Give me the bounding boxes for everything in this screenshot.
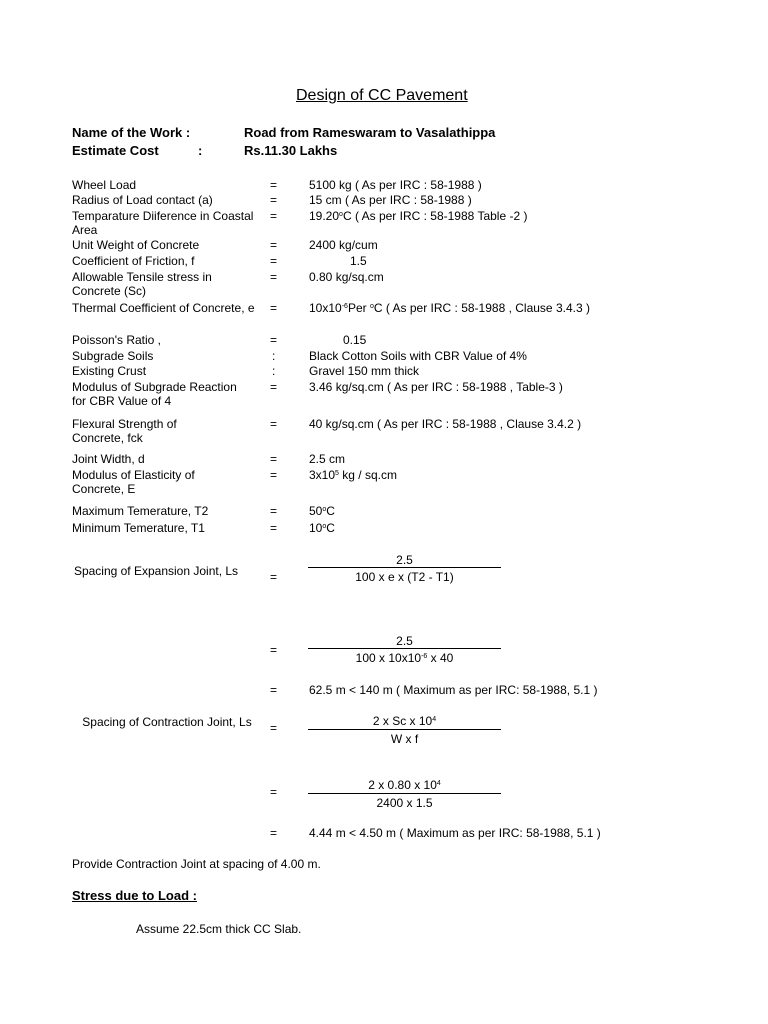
param-value: 0.80 kg/sq.cm: [309, 270, 384, 284]
fraction-denominator: 100 x $10x10^{-6}$ x 40: [355, 651, 454, 665]
param-value: 19.20$^o$C ( As per IRC : 58-1988 Table -2 ): [309, 209, 528, 223]
contraction-result: 4.44 m < 4.50 m ( Maximum as per IRC: 58-1988, 5.1 ): [309, 826, 601, 840]
estimate-cost-label: Estimate Cost: [72, 143, 159, 158]
equals-sign: =: [270, 826, 278, 840]
param-label: Flexural Strength of Concrete, fck: [72, 417, 177, 445]
param-value: 2400 kg/cum: [309, 238, 378, 252]
param-label: Thermal Coefficient of Concrete, e: [72, 301, 255, 315]
param-value: 0.15: [343, 333, 367, 347]
param-label: Existing Crust: [72, 364, 147, 378]
param-sep: =: [270, 209, 278, 223]
param-value: 5100 kg ( As per IRC : 58-1988 ): [309, 178, 482, 192]
param-sep: =: [270, 178, 278, 192]
param-sep: =: [270, 254, 278, 268]
param-label: Subgrade Soils: [72, 349, 154, 363]
param-sep: =: [270, 452, 278, 466]
param-label: Joint Width, d: [72, 452, 145, 466]
fraction-line: [308, 567, 501, 568]
equals-sign: =: [270, 643, 278, 657]
param-sep: =: [270, 504, 278, 518]
param-sep: =: [270, 193, 278, 207]
param-value: 50$^o$C: [309, 504, 335, 518]
equals-sign: =: [270, 785, 278, 799]
fraction-line: [308, 648, 501, 649]
param-label: Modulus of Subgrade Reaction for CBR Value of 4: [72, 380, 237, 408]
fraction-numerator: 2 x Sc x $10^4$: [372, 714, 437, 728]
expansion-joint-label: Spacing of Expansion Joint, Ls: [73, 564, 239, 578]
param-label: Modulus of Elasticity of Concrete, E: [72, 468, 195, 496]
fraction-numerator: 2.5: [396, 634, 413, 648]
fraction-numerator: 2.5: [396, 553, 413, 567]
equals-sign: =: [270, 683, 278, 697]
estimate-cost-colon: :: [198, 143, 203, 158]
param-label: Temparature Diiference in Coastal Area: [72, 209, 254, 237]
param-value: 10$^o$C: [309, 521, 335, 535]
param-sep: =: [270, 270, 278, 284]
param-value: Gravel 150 mm thick: [309, 364, 420, 378]
page-title: Design of CC Pavement: [296, 87, 468, 104]
work-name-label: Name of the Work :: [72, 125, 191, 140]
param-value: Black Cotton Soils with CBR Value of 4%: [309, 349, 527, 363]
param-label: Maximum Temerature, T2: [72, 504, 209, 518]
expansion-result: 62.5 m < 140 m ( Maximum as per IRC: 58-1988, 5.1 ): [309, 683, 598, 697]
fraction-denominator: 100 x e x (T2 - T1): [355, 570, 454, 584]
param-sep: :: [272, 364, 276, 378]
param-sep: =: [270, 521, 278, 535]
param-value: $3x10^5$ kg / sq.cm: [309, 468, 397, 482]
equals-sign: =: [270, 570, 278, 584]
stress-heading: Stress due to Load :: [72, 888, 197, 903]
param-label: Wheel Load: [72, 178, 137, 192]
fraction-line: [308, 729, 501, 730]
param-sep: =: [270, 333, 278, 347]
fraction-numerator: 2 x 0.80 x $10^4$: [368, 778, 441, 792]
equals-sign: =: [270, 721, 278, 735]
assume-slab-text: Assume 22.5cm thick CC Slab.: [136, 922, 302, 936]
param-label: Allowable Tensile stress in Concrete (Sc): [72, 270, 212, 298]
param-sep: =: [270, 380, 278, 394]
provide-contraction-text: Provide Contraction Joint at spacing of 4.00 m.: [72, 857, 321, 871]
param-label: Radius of Load contact (a): [72, 193, 213, 207]
work-name-value: Road from Rameswaram to Vasalathippa: [244, 125, 496, 140]
param-sep: =: [270, 238, 278, 252]
param-value: 1.5: [350, 254, 367, 268]
param-label: Minimum Temerature, T1: [72, 521, 205, 535]
param-label: Poisson's Ratio ,: [72, 333, 161, 347]
fraction-line: [308, 793, 501, 794]
param-value: 40 kg/sq.cm ( As per IRC : 58-1988 , Clause 3.4.2 ): [309, 417, 582, 431]
param-sep: =: [270, 301, 278, 315]
param-value: $10x10^{-6}Per$ $^o$C ( As per IRC : 58-1988 , Clause 3.4.3 ): [309, 301, 590, 315]
param-sep: :: [272, 349, 276, 363]
fraction-denominator: 2400 x 1.5: [376, 796, 433, 810]
param-value: 3.46 kg/sq.cm ( As per IRC : 58-1988 , Table-3 ): [309, 380, 563, 394]
param-sep: =: [270, 417, 278, 431]
estimate-cost-value: Rs.11.30 Lakhs: [244, 143, 338, 158]
contraction-joint-label: Spacing of Contraction Joint, Ls: [82, 715, 252, 729]
fraction-denominator: W x f: [390, 732, 419, 746]
param-value: 15 cm ( As per IRC : 58-1988 ): [309, 193, 472, 207]
param-sep: =: [270, 468, 278, 482]
param-label: Coefficient of Friction, f: [72, 254, 195, 268]
param-value: 2.5 cm: [309, 452, 346, 466]
param-label: Unit Weight of Concrete: [72, 238, 200, 252]
